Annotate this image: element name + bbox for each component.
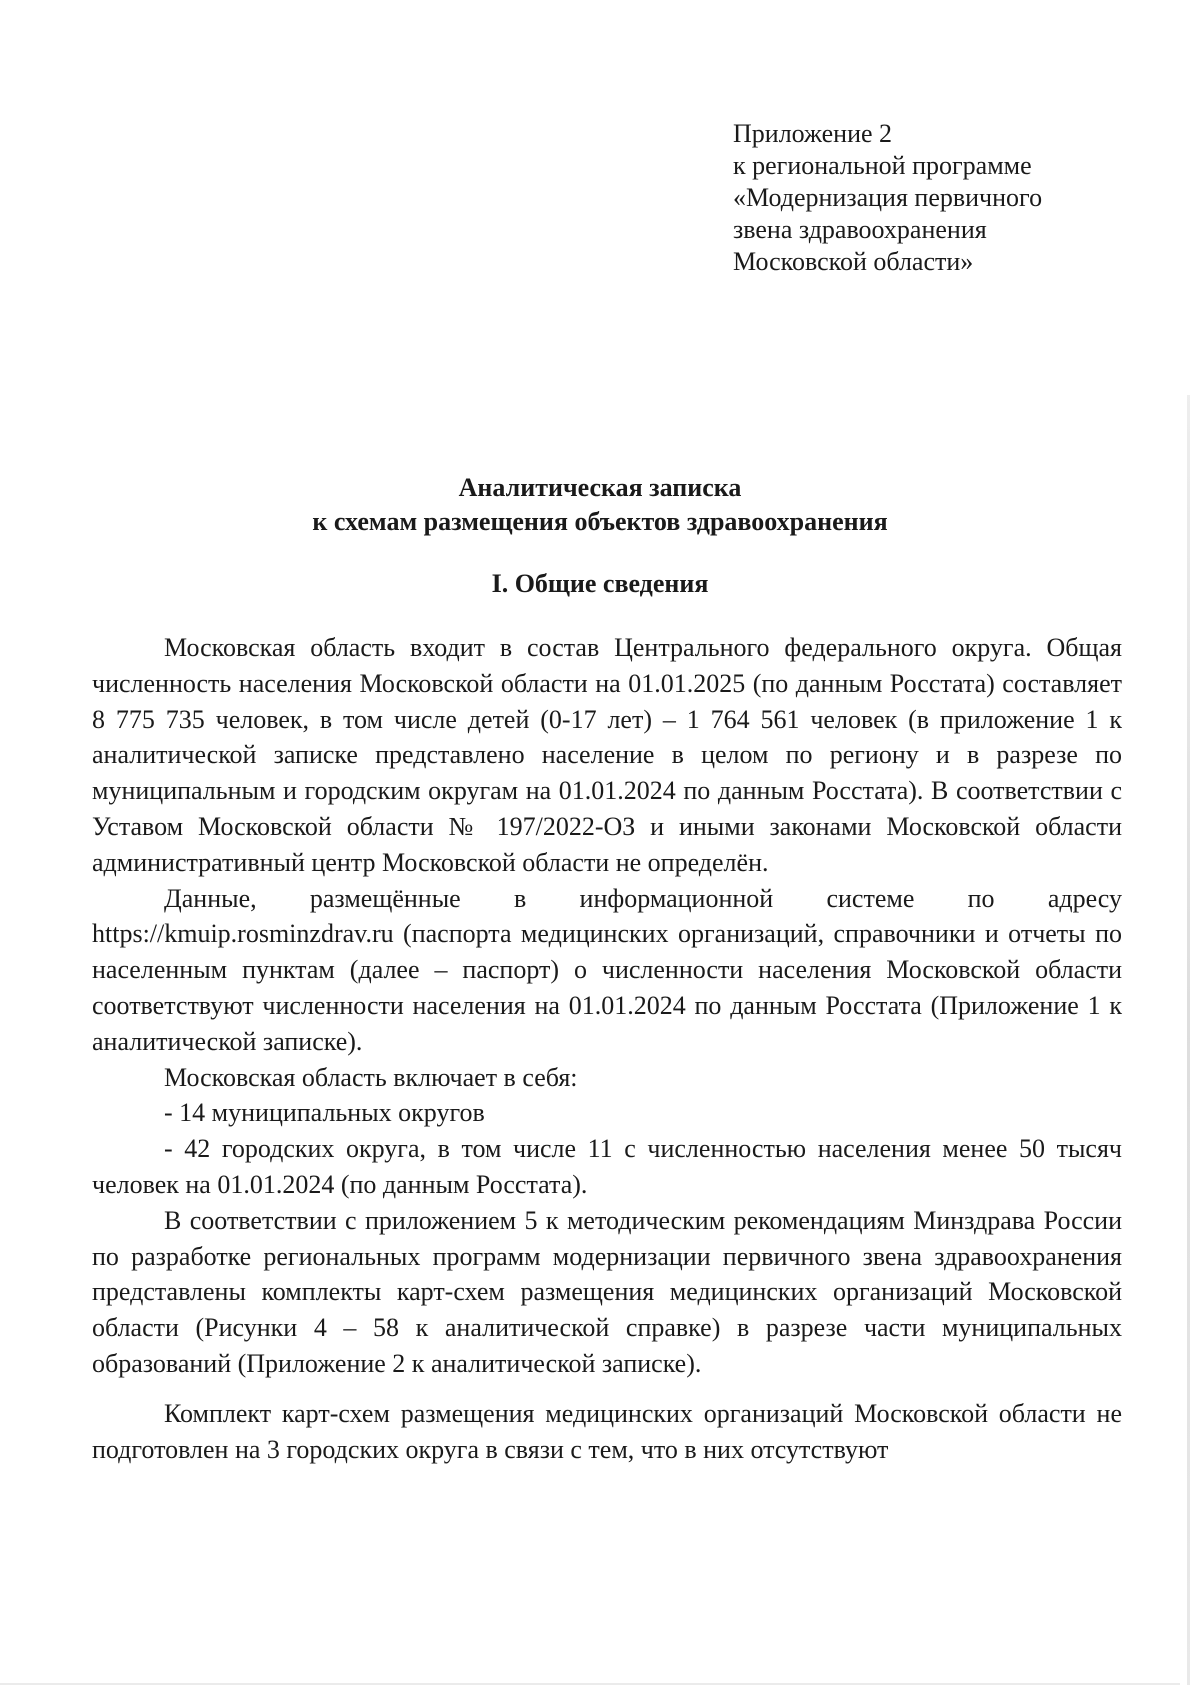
appendix-header	[733, 118, 1042, 278]
body-paragraph: Комплект карт-схем размещения медицинских организаций Московской области не подготовлен на 3 городских округа в связи с тем, что в них отсутствуют	[92, 1398, 1122, 1464]
body-paragraph: В соответствии с приложением 5 к методическим рекомендациям Минздрава России по разработке региональных программ модернизации первичного звена здравоохранения представлены комплекты карт-схем размещения медицинских организаций Московской области (Рисунки 4 – 58 к аналитической справке) в разрезе части муниципальных образований (Приложение 2 к аналитической записке).	[92, 1205, 1122, 1378]
body-paragraph: Данные, размещённые в информационной системе по адресу https://kmuip.rosminzdrav.ru (паспорта медицинских организаций, справочники и отчеты по населенным пунктам (далее – паспорт) о численности населения Московской области соответствуют численности населения на 01.01.2024 по данным Росстата (Приложение 1 к аналитической записке).	[92, 883, 1122, 1056]
list-item: - 14 муниципальных округов	[164, 1098, 485, 1128]
scan-bottom-edge	[0, 1683, 1180, 1685]
document-title-line-2: к схемам размещения объектов здравоохранения	[312, 507, 888, 536]
list-item: - 42 городских округа, в том числе 11 с численностью населения менее 50 тысяч человек на 01.01.2024 (по данным Росстата).	[92, 1134, 1122, 1199]
appendix-line: звена здравоохранения	[733, 215, 987, 244]
document-body	[92, 630, 1122, 1467]
appendix-line: Приложение 2	[733, 119, 893, 148]
appendix-line: Московской области»	[733, 247, 974, 276]
appendix-line: «Модернизация первичного	[733, 183, 1043, 212]
section-heading: I. Общие сведения	[491, 569, 709, 598]
body-paragraph: Московская область включает в себя:	[164, 1062, 578, 1092]
appendix-line: к региональной программе	[733, 151, 1032, 180]
document-title-line-1: Аналитическая записка	[458, 473, 742, 502]
body-paragraph: Московская область входит в состав Центрального федерального округа. Общая численность населения Московской области на 01.01.2025 (по данным Росстата) составляет 8 775 735 человек, в том числе детей (0-17 лет) – 1 764 561 человек (в приложение 1 к аналитической записке представлено население в целом по региону и в разрезе по муниципальным и городским округам на 01.01.2024 по данным Росстата). В соответствии с Уставом Московской области № 197/2022-ОЗ и иными законами Московской области административный центр Московской области не определён.	[92, 633, 1122, 877]
